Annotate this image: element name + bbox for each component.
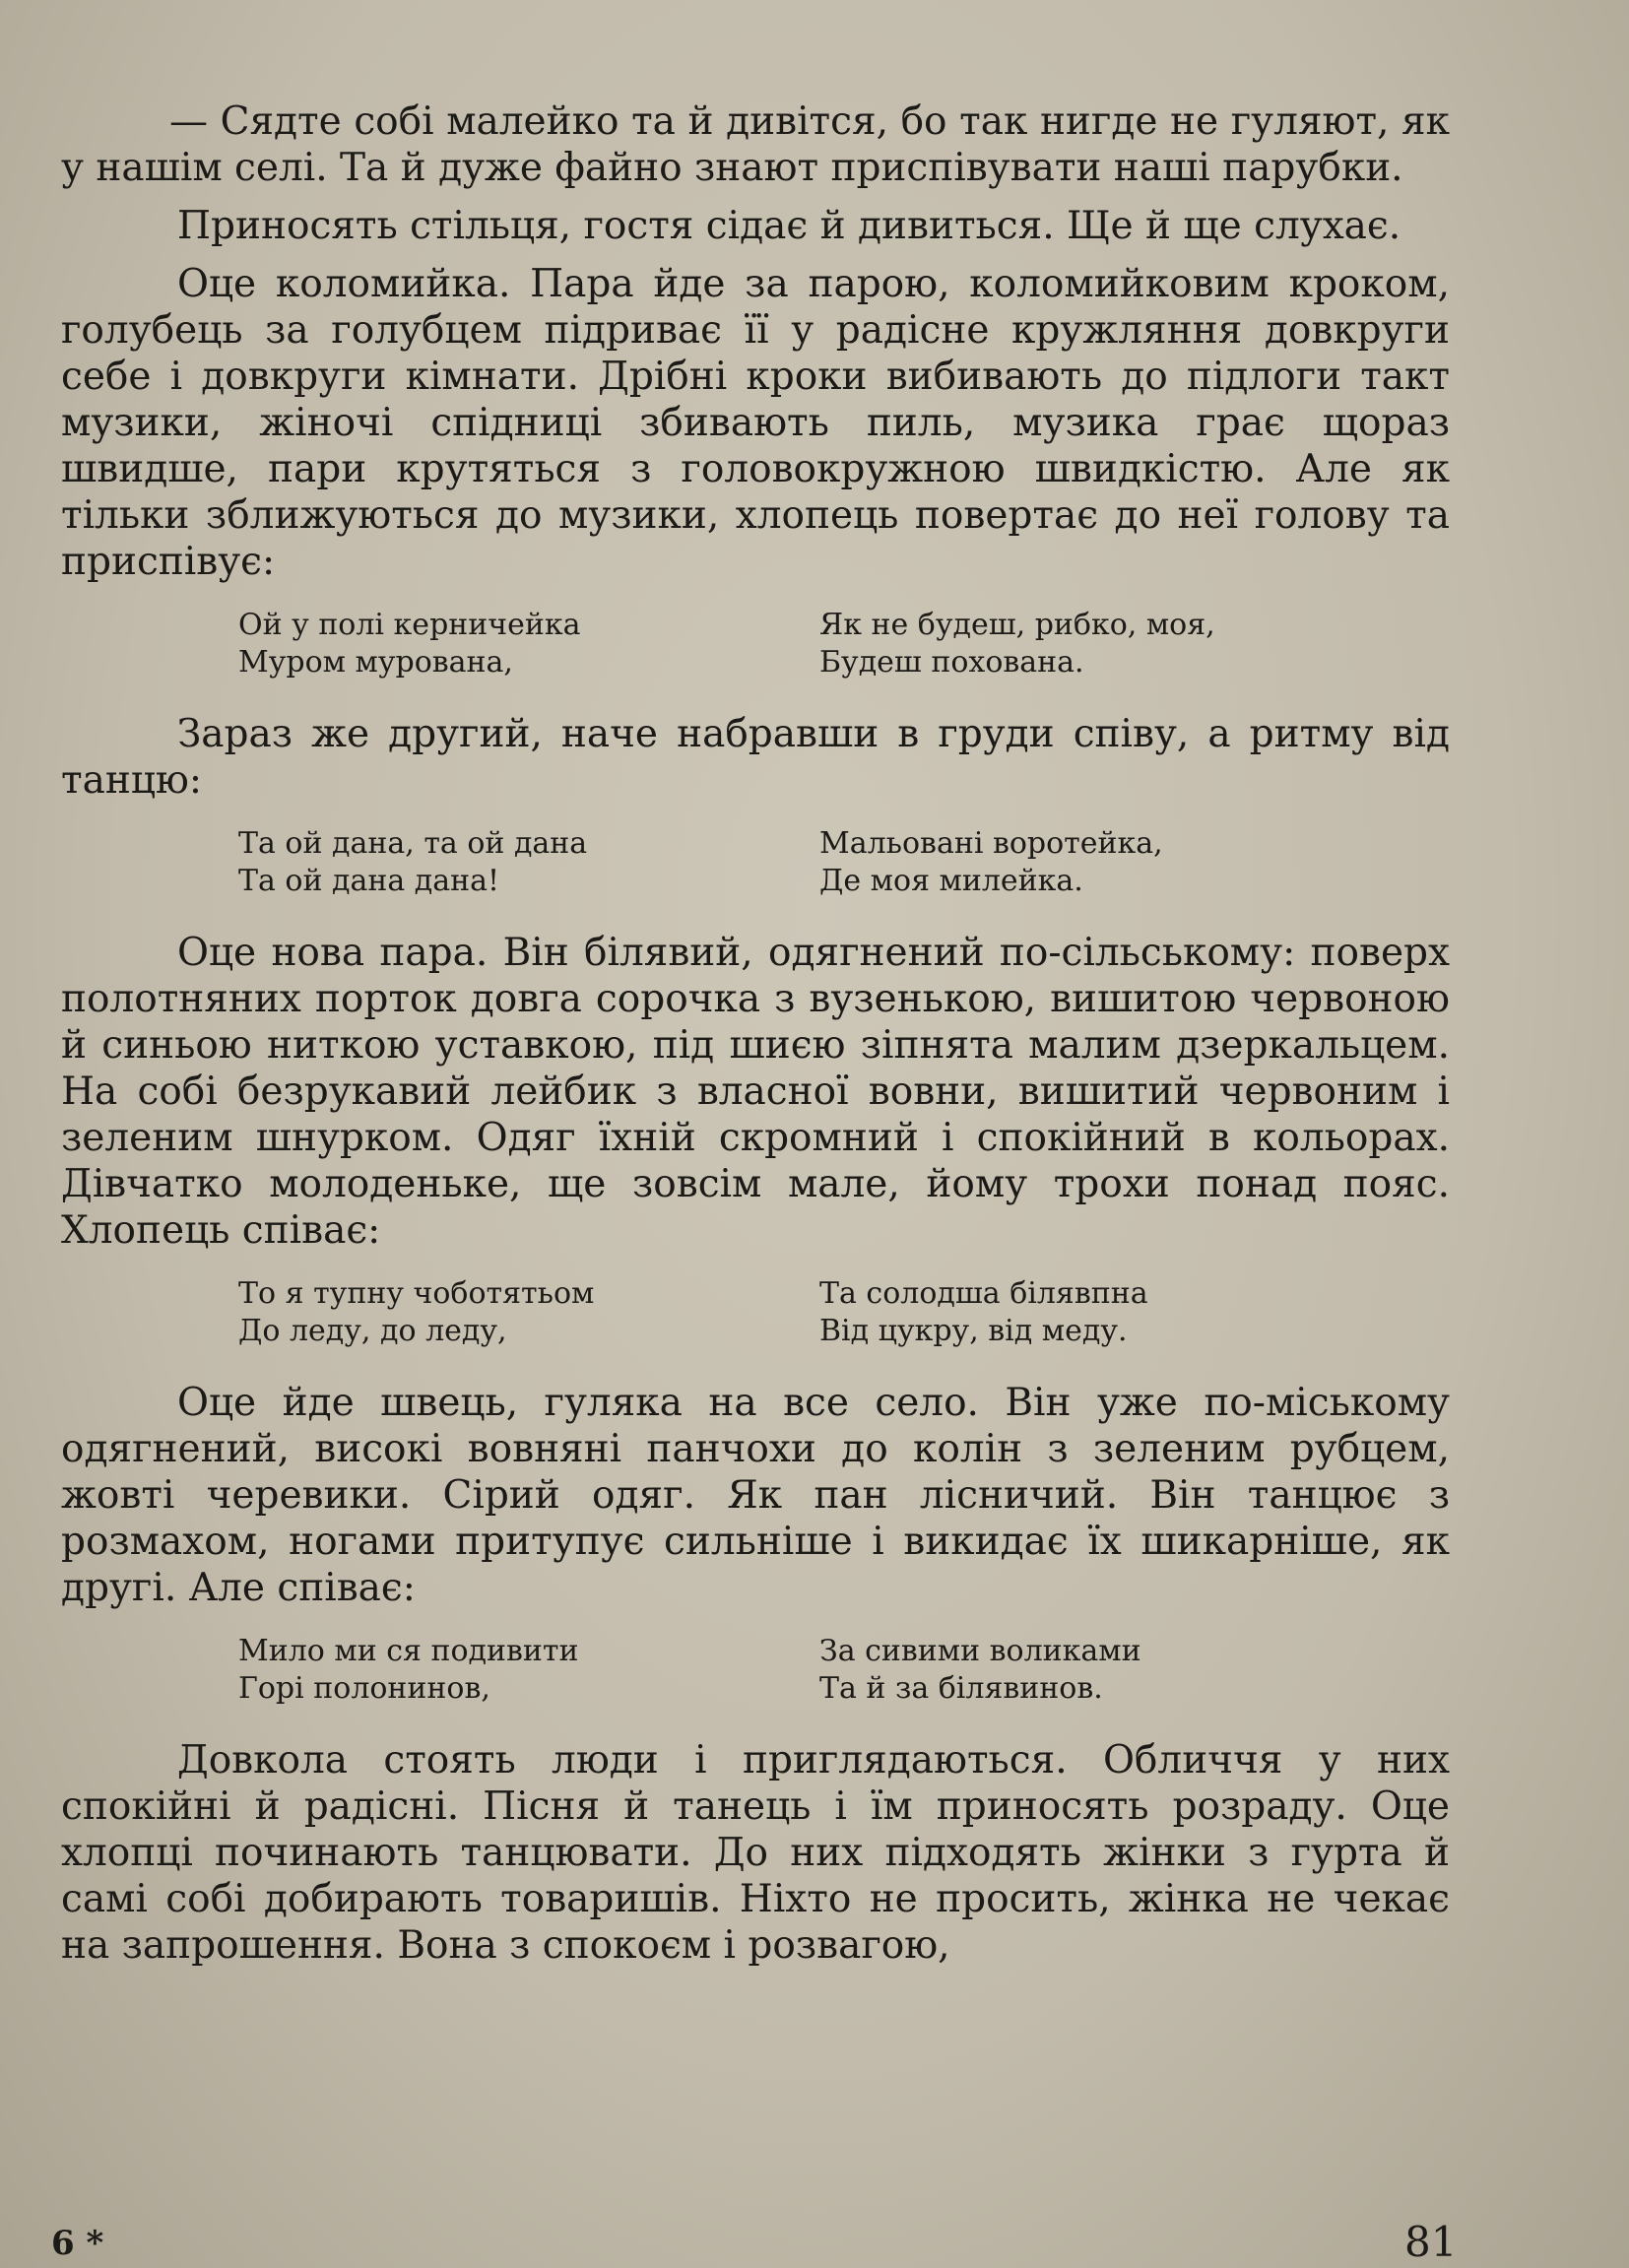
page-text [61, 98, 1450, 1980]
paragraph: Зараз же другий, наче набравши в груди співу, а ритму від танцю: [61, 712, 1450, 803]
verse-line: Та й за білявинов. [819, 1671, 1103, 1706]
verse-line: Від цукру, від меду. [819, 1314, 1128, 1348]
verse-left-column [238, 1275, 819, 1350]
verse-left-column [238, 825, 819, 900]
verse-line: Ой у полі керничейка [238, 608, 581, 642]
verse-left-column [238, 1633, 819, 1708]
verse-block [238, 1633, 1450, 1708]
verse-block [238, 1275, 1450, 1350]
verse-right-column [819, 607, 1401, 681]
verse-line: То я тупну чоботятьом [238, 1276, 595, 1311]
verse-line: Муром мурована, [238, 645, 513, 680]
paragraph: — Сядте собі малейко та й дивітся, бо так нигде не гуляют, як у нашім селі. Та й дуже файно знают приспівувати наші парубки. [61, 99, 1450, 190]
verse-block [238, 825, 1450, 900]
verse-line: За сивими воликами [819, 1634, 1141, 1668]
paragraph: Оце коломийка. Пара йде за парою, коломийковим кроком, голубець за голубцем підриває її у радісне кружляння довкруги себе і довкруги кімнати. Дрібні кроки вибивають до підлоги такт музики, жіночі спідниці збивають пиль, музика грає щораз швидше, пари крутяться з головокружною швидкістю. Але як тільки зближуються до музики, хлопець повертає до неї голову та приспівує: [61, 262, 1450, 584]
verse-line: До леду, до леду, [238, 1314, 507, 1348]
verse-line: Мальовані воротейка, [819, 826, 1163, 861]
verse-line: Та ой дана дана! [238, 864, 500, 898]
paragraph: Оце нова пара. Він білявий, одягнений по-сільському: поверх полотняних порток довга сорочка з вузенькою, вишитою червоною й синьою ниткою уставкою, під шиєю зіпнята малим дзеркальцем. На собі безрукавий лейбик з власної вовни, вишитий червоним і зеленим шнурком. Одяг їхній скромний і спокійний в кольорах. Дівчатко молоденьке, ще зовсім мале, йому трохи понад пояс. Хлопець співає: [61, 931, 1450, 1253]
verse-line: Будеш похована. [819, 645, 1084, 680]
verse-line: Як не будеш, рибко, моя, [819, 608, 1215, 642]
verse-right-column [819, 1275, 1401, 1350]
paragraph: Приносять стільця, гостя сідає й дивиться. Ще й ще слухає. [177, 204, 1401, 248]
verse-right-column [819, 825, 1401, 900]
verse-line: Горі полонинов, [238, 1671, 490, 1706]
page-number: 81 [1404, 2218, 1458, 2266]
paragraph: Оце йде швець, гуляка на все село. Він уже по-міському одягнений, високі вовняні панчохи до колін з зеленим рубцем, жовті черевики. Сірий одяг. Як пан лісничий. Він танцює з розмахом, ногами притупує сильніше і викидає їх шикарніше, як другі. Але співає: [61, 1381, 1450, 1610]
verse-block [238, 607, 1450, 681]
signature-mark: 6 * [51, 2224, 104, 2263]
verse-line: Та солодша білявпна [819, 1276, 1148, 1311]
verse-left-column [238, 607, 819, 681]
paragraph: Довкола стоять люди і приглядаються. Обличчя у них спокійні й радісні. Пісня й танець і їм приносять розраду. Оце хлопці починають танцювати. До них підходять жінки з гурта й самі собі добирають товаришів. Ніхто не просить, жінка не чекає на запрошення. Вона з спокоєм і розвагою, [61, 1738, 1450, 1968]
verse-line: Мило ми ся подивити [238, 1634, 579, 1668]
verse-line: Де моя милейка. [819, 864, 1083, 898]
verse-right-column [819, 1633, 1401, 1708]
verse-line: Та ой дана, та ой дана [238, 826, 588, 861]
